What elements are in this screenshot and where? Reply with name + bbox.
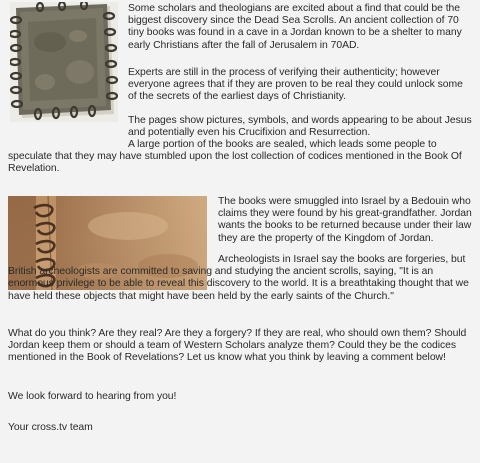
question-paragraph: What do you think? Are they real? Are they a forgery? If they are real, who should own them? Should Jordan keep them or should a team of Western Scholars analyze them? Could they be the codices mentioned in the Book of Revelations? Let us know what you think by leaving a comment below!	[8, 328, 467, 364]
lead-codex-photo	[10, 2, 118, 122]
signature-line: Your cross.tv team	[8, 422, 93, 433]
pages-paragraph: The pages show pictures, symbols, and words appearing to be about Jesus and potentially even his Crucifixion and Resurrection.	[128, 115, 472, 139]
sealed-books-paragraph: A large portion of the books are sealed, which leads some people to speculate that they may have stumbled upon the lost collection of codices mentioned in the Book Of Revelation.	[8, 139, 462, 175]
experts-paragraph: Experts are still in the process of verifying their authenticity; however everyone agrees that if they are proven to be real they could unlock some of the secrets of the earliest days of Christianity.	[128, 67, 463, 103]
archeologists-paragraph: Archeologists in Israel say the books are forgeries, but British archeologists are committed to saving and studying the ancient scrolls, saying, "It is an enormous privilege to be able to reveal this discovery to the world. It is a breathtaking thought that we have held these objects that might have been held by the early saints of the Church."	[8, 254, 469, 302]
smuggled-paragraph: The books were smuggled into Israel by a Bedouin who claims they were found by his great-grandfather. Jordan wants the books to be returned because under their law they are the property of the Kingdom of Jordan.	[218, 196, 472, 244]
intro-paragraph: Some scholars and theologians are excited about a find that could be the biggest discovery since the Dead Sea Scrolls. An ancient collection of 70 tiny books was found in a cave in a Jordan known to be a shelter to many early Christians after the fall of Jerusalem in 70AD.	[128, 3, 462, 51]
closing-line: We look forward to hearing from you!	[8, 391, 177, 402]
